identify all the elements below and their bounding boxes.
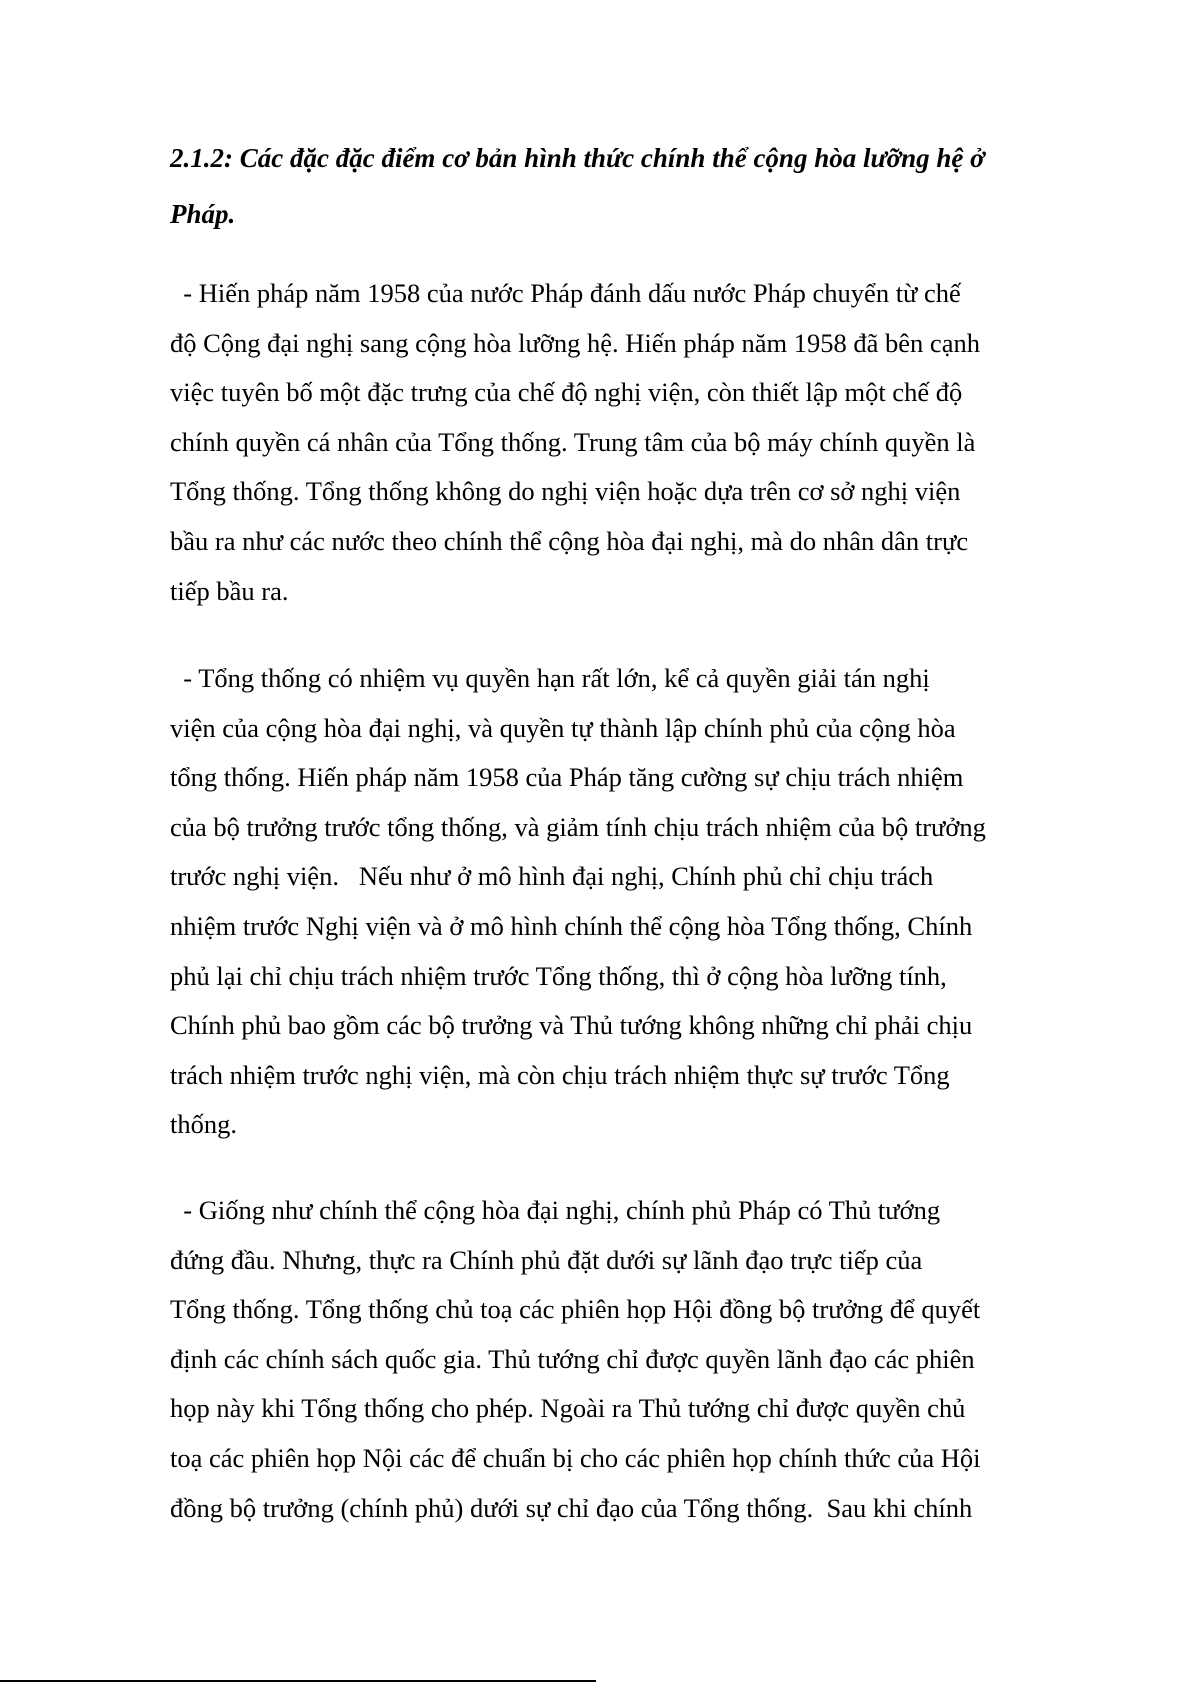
- footnote-divider: [0, 1680, 596, 1682]
- paragraph-line: phủ lại chỉ chịu trách nhiệm trước Tổng thống, thì ở cộng hòa lưỡng tính,: [170, 960, 947, 991]
- heading-line: 2.1.2: Các đặc đặc điểm cơ bản hình thức chính thể cộng hòa lưỡng hệ ở: [170, 143, 985, 173]
- paragraph-line: việc tuyên bố một đặc trưng của chế độ nghị viện, còn thiết lập một chế độ: [170, 377, 963, 408]
- section-heading: [170, 130, 1090, 242]
- paragraph-line: thống.: [170, 1109, 237, 1140]
- paragraph-3: [170, 1186, 1090, 1533]
- paragraph-line: trước nghị viện. Nếu như ở mô hình đại nghị, Chính phủ chỉ chịu trách: [170, 861, 934, 892]
- paragraph-line: - Tổng thống có nhiệm vụ quyền hạn rất lớn, kể cả quyền giải tán nghị: [170, 663, 930, 693]
- paragraph-line: đồng bộ trưởng (chính phủ) dưới sự chỉ đạo của Tổng thống. Sau khi chính: [170, 1492, 973, 1523]
- paragraph-line: - Hiến pháp năm 1958 của nước Pháp đánh dấu nước Pháp chuyển từ chế: [170, 278, 961, 308]
- paragraph-line: bầu ra như các nước theo chính thể cộng hòa đại nghị, mà do nhân dân trực: [170, 525, 969, 556]
- paragraph-line: họp này khi Tổng thống cho phép. Ngoài ra Thủ tướng chỉ được quyền chủ: [170, 1393, 966, 1424]
- paragraph-line: tổng thống. Hiến pháp năm 1958 của Pháp tăng cường sự chịu trách nhiệm: [170, 762, 964, 793]
- paragraph-line: đứng đầu. Nhưng, thực ra Chính phủ đặt dưới sự lãnh đạo trực tiếp của: [170, 1244, 923, 1275]
- paragraph-line: viện của cộng hòa đại nghị, và quyền tự thành lập chính phủ của cộng hòa: [170, 712, 956, 743]
- paragraph-line: độ Cộng đại nghị sang cộng hòa lưỡng hệ. Hiến pháp năm 1958 đã bên cạnh: [170, 327, 980, 358]
- paragraph-line: của bộ trưởng trước tổng thống, và giảm tính chịu trách nhiệm của bộ trưởng: [170, 811, 986, 842]
- paragraph-line: - Giống như chính thể cộng hòa đại nghị, chính phủ Pháp có Thủ tướng: [170, 1195, 941, 1225]
- paragraph-2: [170, 654, 1090, 1150]
- paragraph-line: chính quyền cá nhân của Tổng thống. Trung tâm của bộ máy chính quyền là: [170, 426, 976, 457]
- paragraph-1: [170, 269, 1090, 616]
- paragraph-line: trách nhiệm trước nghị viện, mà còn chịu trách nhiệm thực sự trước Tổng: [170, 1059, 950, 1090]
- heading-line: Pháp.: [170, 199, 236, 229]
- paragraph-line: Tổng thống. Tổng thống không do nghị viện hoặc dựa trên cơ sở nghị viện: [170, 476, 961, 507]
- paragraph-line: Chính phủ bao gồm các bộ trưởng và Thủ tướng không những chỉ phải chịu: [170, 1010, 973, 1041]
- paragraph-line: định các chính sách quốc gia. Thủ tướng chỉ được quyền lãnh đạo các phiên: [170, 1343, 975, 1374]
- paragraph-line: toạ các phiên họp Nội các để chuẩn bị cho các phiên họp chính thức của Hội: [170, 1442, 981, 1473]
- paragraph-line: Tổng thống. Tổng thống chủ toạ các phiên họp Hội đồng bộ trưởng để quyết: [170, 1294, 981, 1325]
- paragraph-line: nhiệm trước Nghị viện và ở mô hình chính thể cộng hòa Tổng thống, Chính: [170, 910, 973, 941]
- paragraph-line: tiếp bầu ra.: [170, 575, 289, 606]
